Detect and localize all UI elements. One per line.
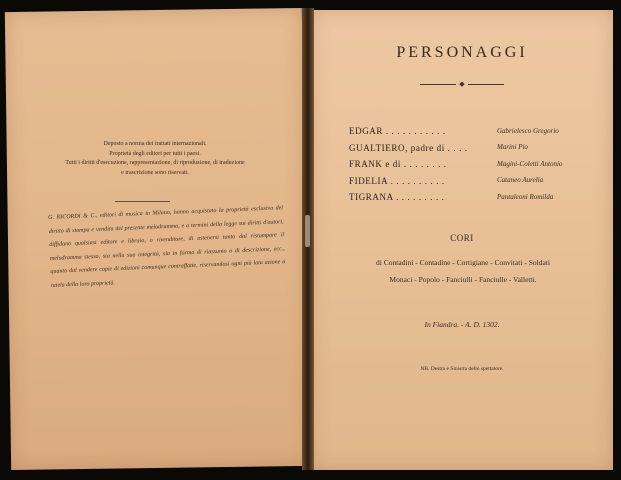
title-ornament xyxy=(420,81,504,89)
cast-role: TIGRANA . . . . . . . . . xyxy=(349,192,445,202)
cast-role: EDGAR . . . . . . . . . . . xyxy=(349,126,446,136)
cast-role: GUALTIERO, padre di . . . . xyxy=(349,142,468,153)
cast-row xyxy=(349,143,579,160)
cast-singer: Cataneo Aurelia xyxy=(497,176,544,184)
cast-role: FRANK e di . . . . . . . . xyxy=(349,159,447,169)
notice-line: e trascrizione sono riservati. xyxy=(121,169,189,176)
copyright-notice xyxy=(55,140,255,178)
setting-line: In Fiandra. - A. D. 1302. xyxy=(424,320,500,329)
cast-row xyxy=(349,176,579,193)
cast-row xyxy=(349,126,579,143)
cast-singer: Gabrielesco Gregorio xyxy=(497,126,559,135)
cast-singer: Magini-Coletti Antonio xyxy=(497,159,563,168)
notice-line: Deposto a norma dei trattati internazionali. xyxy=(103,141,207,147)
separator-rule xyxy=(115,201,170,202)
notice-line: Tutti i diritti d'esecuzione, rappresentazione, di riproduzione, di traduzione xyxy=(65,160,245,166)
page-title: PERSONAGGI xyxy=(396,44,528,61)
publisher-notice: G. RICORDI & C., editori di musica in Milano, hanno acquistato la proprietà esclusiva del diritto di stampa e vendita del presente melodramma, e a termini della legge sui diritti d'autori, diffidano qualsiasi editore e libraio, o rivenditore, di astenersi tanto dal ristampare il melodramma stesso, sia nella sua integrità, sia in forma di riassunto o di descrizione, ecc., quanto dal vendere copie di edizioni comunque contraffatte, riservandosi ogni più lata azione a tutela della loro proprietà. xyxy=(48,205,286,289)
cast-role: FIDELIA . . . . . . . . . . xyxy=(349,175,445,186)
ornament-diamond-icon: ◆ xyxy=(459,80,465,88)
cast-singer: Marini Pio xyxy=(497,143,528,151)
ornament-line xyxy=(468,84,504,85)
stage-note: NB. Destra e Sinistra dello spettatore. xyxy=(420,366,504,372)
cast-list xyxy=(349,126,579,209)
notice-line: Proprietà degli editori per tutti i paesi. xyxy=(109,150,201,157)
cast-singer: Pantaleoni Romilda xyxy=(497,192,554,201)
binding-stitch xyxy=(305,215,310,247)
chorus-line: Monaci - Popolo - Fanciulli - Fanciulle - Valletti. xyxy=(389,275,537,284)
ornament-line xyxy=(420,84,456,85)
chorus-line: di Contadini - Contadine - Cortigiane - Convitati - Soldati xyxy=(376,258,550,267)
cast-row xyxy=(349,192,579,209)
cast-row xyxy=(349,159,579,176)
chorus-heading: CORI xyxy=(450,233,474,243)
